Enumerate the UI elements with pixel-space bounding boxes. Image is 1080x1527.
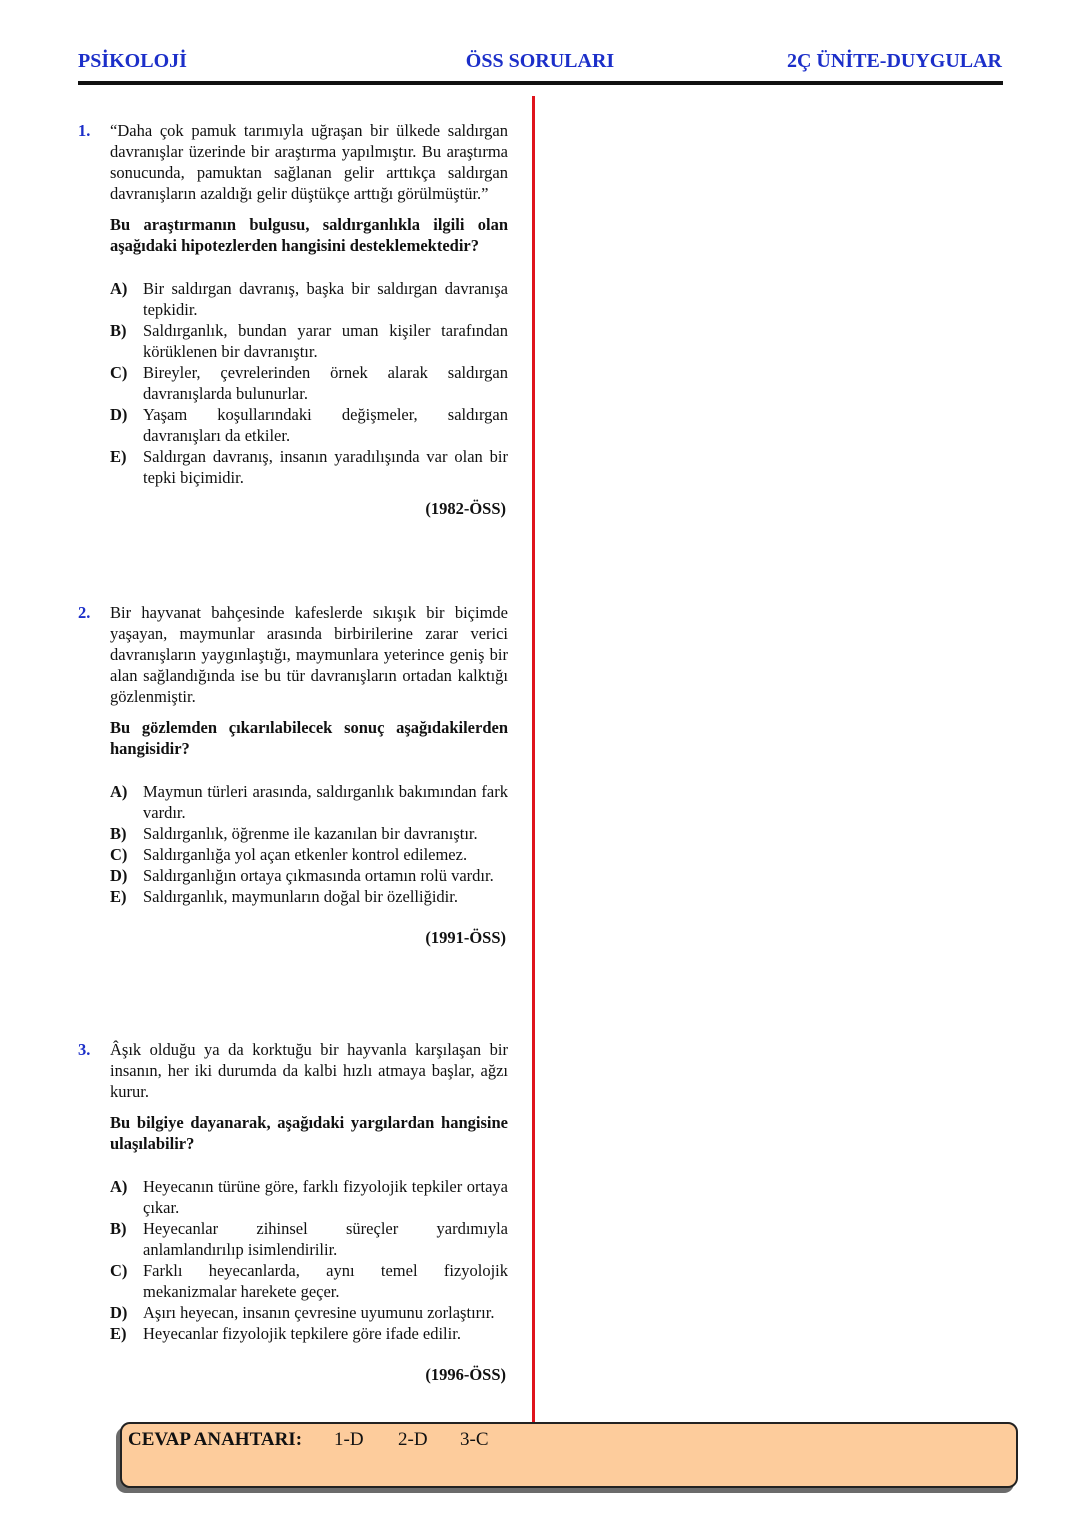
option-e[interactable] bbox=[110, 446, 508, 488]
option-a[interactable] bbox=[110, 781, 508, 823]
option-letter: E) bbox=[110, 447, 127, 466]
option-text: Yaşam koşullarındaki değişmeler, saldırgan davranışları da etkiler. bbox=[143, 405, 508, 445]
option-letter: D) bbox=[110, 405, 128, 424]
question-number: 2. bbox=[78, 603, 91, 622]
option-text: Saldırgan davranış, insanın yaradılışında var olan bir tepki biçimidir. bbox=[143, 447, 508, 487]
option-text: Heyecanlar zihinsel süreçler yardımıyla anlamlandırılıp isimlendirilir. bbox=[143, 1219, 508, 1259]
option-list bbox=[110, 278, 508, 488]
unit-title: 2Ç ÜNİTE-DUYGULAR bbox=[786, 50, 1002, 72]
question-2 bbox=[78, 602, 508, 948]
option-text: Bireyler, çevrelerinden örnek alarak saldırgan davranışlarda bulunurlar. bbox=[143, 363, 508, 403]
question-stem: Bir hayvanat bahçesinde kafeslerde sıkışık bir biçimde yaşayan, maymunlar arasında birbirilerine zarar verici davranışların yaygınlaştığı, maymunlara yeterince geniş bir alan sağlandığında ise bu tür davranışların ortadan kalktığı gözlenmiştir. bbox=[110, 603, 508, 706]
option-letter: E) bbox=[110, 887, 127, 906]
question-prompt: Bu bilgiye dayanarak, aşağıdaki yargılardan hangisine ulaşılabilir? bbox=[110, 1113, 508, 1153]
option-d[interactable] bbox=[110, 865, 508, 886]
answer-item: 1-D bbox=[334, 1429, 364, 1450]
option-letter: A) bbox=[110, 279, 128, 298]
option-letter: A) bbox=[110, 1177, 128, 1196]
question-3 bbox=[78, 1039, 508, 1385]
option-text: Saldırganlık, maymunların doğal bir özelliğidir. bbox=[143, 887, 458, 906]
option-a[interactable] bbox=[110, 1176, 508, 1218]
option-d[interactable] bbox=[110, 404, 508, 446]
option-text: Aşırı heyecan, insanın çevresine uyumunu zorlaştırır. bbox=[143, 1303, 495, 1322]
answer-key-box bbox=[120, 1422, 1018, 1488]
option-text: Heyecanın türüne göre, farklı fizyolojik tepkiler ortaya çıkar. bbox=[143, 1177, 508, 1217]
option-text: Saldırganlık, bundan yarar uman kişiler tarafından körüklenen bir davranıştır. bbox=[143, 321, 508, 361]
answer-item: 2-D bbox=[398, 1429, 428, 1450]
option-list bbox=[110, 1176, 508, 1344]
option-letter: C) bbox=[110, 845, 128, 864]
option-a[interactable] bbox=[110, 278, 508, 320]
question-number: 1. bbox=[78, 121, 91, 140]
option-letter: C) bbox=[110, 363, 128, 382]
option-b[interactable] bbox=[110, 1218, 508, 1260]
option-b[interactable] bbox=[110, 823, 508, 844]
option-text: Saldırganlık, öğrenme ile kazanılan bir davranıştır. bbox=[143, 824, 478, 843]
header-divider bbox=[78, 81, 1003, 85]
answer-item: 3-C bbox=[460, 1429, 489, 1450]
column-divider bbox=[532, 96, 535, 1422]
option-letter: B) bbox=[110, 1219, 127, 1238]
option-text: Bir saldırgan davranış, başka bir saldırgan davranışa tepkidir. bbox=[143, 279, 508, 319]
question-number: 3. bbox=[78, 1040, 91, 1059]
question-source: (1991-ÖSS) bbox=[425, 928, 506, 947]
option-text: Saldırganlığa yol açan etkenler kontrol edilemez. bbox=[143, 845, 468, 864]
option-c[interactable] bbox=[110, 844, 508, 865]
option-letter: D) bbox=[110, 1303, 128, 1322]
question-source: (1996-ÖSS) bbox=[425, 1365, 506, 1384]
option-letter: E) bbox=[110, 1324, 127, 1343]
option-text: Saldırganlığın ortaya çıkmasında ortamın rolü vardır. bbox=[143, 866, 494, 885]
option-letter: B) bbox=[110, 321, 127, 340]
question-prompt: Bu araştırmanın bulgusu, saldırganlıkla ilgili olan aşağıdaki hipotezlerden hangisini desteklemektedir? bbox=[110, 215, 508, 255]
option-b[interactable] bbox=[110, 320, 508, 362]
option-letter: C) bbox=[110, 1261, 128, 1280]
option-text: Heyecanlar fizyolojik tepkilere göre ifade edilir. bbox=[143, 1324, 461, 1343]
answer-key-label: CEVAP ANAHTARI: bbox=[128, 1429, 303, 1450]
option-text: Maymun türleri arasında, saldırganlık bakımından fark vardır. bbox=[143, 782, 508, 822]
option-c[interactable] bbox=[110, 1260, 508, 1302]
option-letter: A) bbox=[110, 782, 128, 801]
option-letter: B) bbox=[110, 824, 127, 843]
question-stem: “Daha çok pamuk tarımıyla uğraşan bir ülkede saldırgan davranışlar üzerinde bir araştırma yapılmıştır. Bu araştırma sonucunda, pamuktan sağlanan gelir arttıkça saldırgan davranışların azaldığı gelir düştükçe arttığı görülmüştür.” bbox=[110, 121, 508, 203]
question-source: (1982-ÖSS) bbox=[425, 499, 506, 518]
option-c[interactable] bbox=[110, 362, 508, 404]
option-letter: D) bbox=[110, 866, 128, 885]
option-list bbox=[110, 781, 508, 907]
option-d[interactable] bbox=[110, 1302, 508, 1323]
subject-title: PSİKOLOJİ bbox=[78, 50, 187, 72]
section-title: ÖSS SORULARI bbox=[465, 50, 615, 72]
question-prompt: Bu gözlemden çıkarılabilecek sonuç aşağıdakilerden hangisidir? bbox=[110, 718, 508, 758]
option-e[interactable] bbox=[110, 1323, 508, 1344]
question-stem: Âşık olduğu ya da korktuğu bir hayvanla karşılaşan bir insanın, her iki durumda da kalbi hızlı atmaya başlar, ağzı kurur. bbox=[110, 1040, 508, 1101]
option-e[interactable] bbox=[110, 886, 508, 907]
option-text: Farklı heyecanlarda, aynı temel fizyolojik mekanizmalar harekete geçer. bbox=[143, 1261, 508, 1301]
question-1 bbox=[78, 120, 508, 519]
